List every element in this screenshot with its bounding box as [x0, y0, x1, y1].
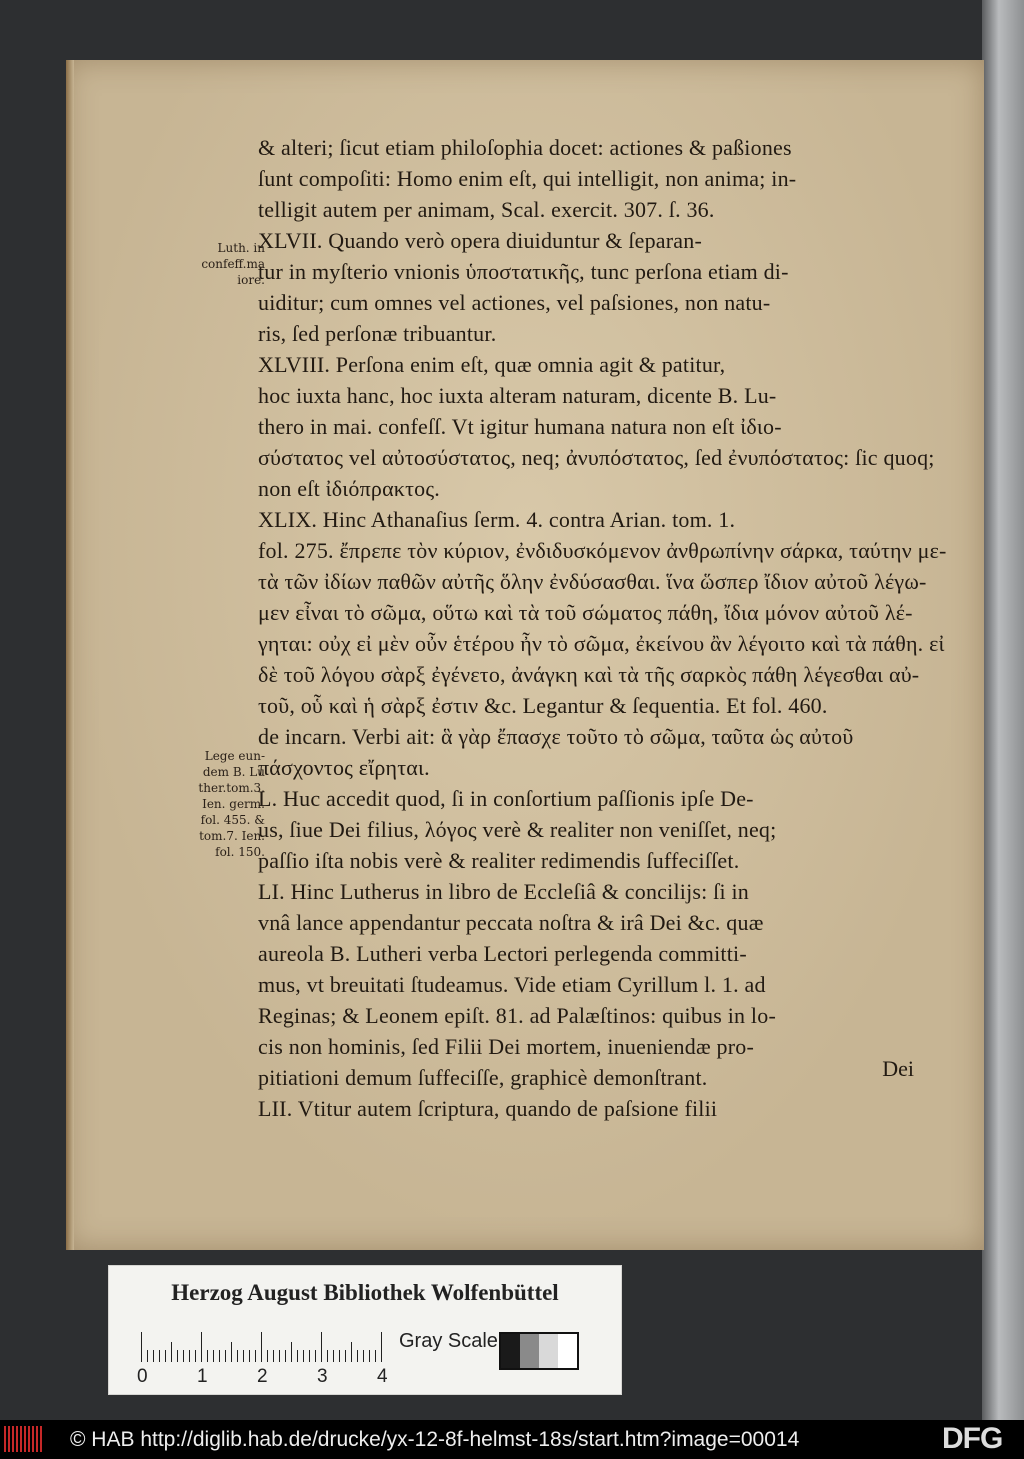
ruler-tick [321, 1332, 322, 1362]
ruler-tick [291, 1342, 292, 1362]
ruler-tick [177, 1350, 178, 1362]
text-line: cis non hominis, ſed Filii Dei mortem, inueniendæ pro- [258, 1034, 754, 1059]
ruler-number: 0 [137, 1366, 148, 1387]
gray-swatch [558, 1334, 577, 1368]
ruler-tick [339, 1350, 340, 1362]
gray-swatch [520, 1334, 539, 1368]
gray-scale-label: Gray Scale [399, 1330, 498, 1352]
library-name: Herzog August Bibliothek Wolfenbüttel [171, 1280, 559, 1305]
library-label-card [108, 1265, 622, 1395]
ruler-tick [381, 1332, 382, 1362]
ruler-tick [261, 1332, 262, 1362]
ruler-tick [195, 1350, 196, 1362]
text-line: aureola B. Lutheri verba Lectori perlegenda committi- [258, 941, 747, 966]
barcode-bar [40, 1426, 42, 1452]
ruler-tick [189, 1350, 190, 1362]
text-line: πάσχοντος εἴρηται. [258, 755, 430, 780]
ruler-tick [225, 1350, 226, 1362]
margin-note-line: ther.tom.3. [198, 781, 265, 795]
ruler-tick [297, 1350, 298, 1362]
margin-note-line: confeff.ma [201, 257, 265, 271]
barcode-bar [20, 1426, 22, 1452]
text-line: μεν εἶναι τὸ σῶμα, οὕτω καὶ τὰ τοῦ σώματος πάθη, ἴδια μόνον αὐτοῦ λέ- [258, 600, 913, 625]
ruler-tick [141, 1332, 142, 1362]
ruler-tick [213, 1350, 214, 1362]
text-line: de incarn. Verbi ait: ἃ γὰρ ἔπασχε τοῦτο τὸ σῶμα, ταῦτα ὡς αὐτοῦ [258, 724, 854, 749]
margin-note-1 [150, 240, 265, 288]
ruler-tick [363, 1350, 364, 1362]
footer-bar [0, 1420, 1024, 1459]
ruler-tick [201, 1332, 202, 1362]
ruler-tick [171, 1342, 172, 1362]
ruler-tick [165, 1350, 166, 1362]
ruler-tick [327, 1350, 328, 1362]
measurement-ruler [141, 1332, 401, 1362]
catchword: Dei [882, 1056, 914, 1081]
text-line: paſſio iſta nobis verè & realiter redimendis ſuffeciſſet. [258, 848, 740, 873]
barcode-bar [16, 1426, 18, 1452]
barcode-bar [36, 1426, 38, 1452]
text-line: us, ſiue Dei filius, λόγος verè & realiter non veniſſet, neq; [258, 817, 777, 842]
margin-note-line: fol. 150. [215, 845, 265, 859]
text-line: vnâ lance appendantur peccata noſtra & irâ Dei &c. quæ [258, 910, 764, 935]
barcode-bar [8, 1426, 10, 1452]
text-line: σύστατος vel αὐτοσύστατος, neq; ἀνυπόστατος, ſed ἐνυπόστατος: ſic quoq; [258, 445, 935, 470]
margin-note-line: Ien. germ. [202, 797, 265, 811]
ruler-tick [345, 1350, 346, 1362]
ruler-tick [267, 1350, 268, 1362]
source-url[interactable]: © HAB http://diglib.hab.de/drucke/yx-12-8f-helmst-18s/start.htm?image=00014 [70, 1428, 800, 1451]
text-line: mus, vt breuitati ſtudeamus. Vide etiam Cyrillum l. 1. ad [258, 972, 766, 997]
text-line: XLIX. Hinc Athanaſius ſerm. 4. contra Arian. tom. 1. [258, 507, 736, 532]
ruler-number: 3 [317, 1366, 328, 1387]
text-line: Reginas; & Leonem epiſt. 81. ad Palæſtinos: quibus in lo- [258, 1003, 776, 1028]
page-body-text [258, 132, 947, 1124]
text-line: pitiationi demum ſuffeciſſe, graphicè demonſtrant. [258, 1065, 708, 1090]
ruler-tick [243, 1350, 244, 1362]
ruler-tick [333, 1350, 334, 1362]
ruler-tick [273, 1350, 274, 1362]
text-line: thero in mai. confeſſ. Vt igitur humana natura non eſt ἰδιο- [258, 414, 782, 439]
ruler-tick [279, 1350, 280, 1362]
margin-note-line: Luth. in [217, 241, 265, 255]
margin-note-line: dem B. Lu [202, 765, 265, 779]
barcode-bar [28, 1426, 30, 1452]
text-line: & alteri; ſicut etiam philoſophia docet: actiones & paßiones [258, 135, 792, 160]
ruler-tick [207, 1350, 208, 1362]
ruler-tick [231, 1342, 232, 1362]
margin-note-line: tom.7. Ien. [199, 829, 265, 843]
gray-swatch [501, 1334, 520, 1368]
ruler-tick [249, 1350, 250, 1362]
margin-note-line: Lege eun- [204, 749, 265, 763]
ruler-tick [255, 1350, 256, 1362]
dfg-logo: DFG [942, 1422, 1003, 1455]
ruler-tick [303, 1350, 304, 1362]
ruler-tick [285, 1350, 286, 1362]
ruler-tick [315, 1350, 316, 1362]
text-line: δὲ τοῦ λόγου σὰρξ ἐγένετο, ἀνάγκη καὶ τὰ τῆς σαρκὸς πάθη λέγεσθαι αὐ- [258, 662, 920, 687]
text-line: ſunt compoſiti: Homo enim eſt, qui intelligit, non anima; in- [258, 166, 797, 191]
text-line: τὰ τῶν ἰδίων παθῶν αὐτῆς ὅλην ἐνδύσασθαι. ἵνα ὥσπερ ἴδιον αὐτοῦ λέγω- [258, 569, 927, 594]
barcode-bar [24, 1426, 26, 1452]
text-line: telligit autem per animam, Scal. exercit. 307. ſ. 36. [258, 197, 715, 222]
margin-note-line: fol. 455. & [200, 813, 265, 827]
barcode-icon [4, 1426, 46, 1452]
text-line: non eſt ἰδιόπρακτος. [258, 476, 440, 501]
text-line: XLVIII. Perſona enim eſt, quæ omnia agit & patitur, [258, 352, 726, 377]
ruler-tick [309, 1350, 310, 1362]
barcode-bar [4, 1426, 6, 1452]
ruler-number: 1 [197, 1366, 208, 1387]
gray-scale-strip [499, 1332, 579, 1370]
text-line: hoc iuxta hanc, hoc iuxta alteram naturam, dicente B. Lu- [258, 383, 777, 408]
margin-note-2 [150, 748, 265, 860]
text-line: L. Huc accedit quod, ſi in conſortium paſſionis ipſe De- [258, 786, 754, 811]
barcode-bar [12, 1426, 14, 1452]
page-edge [66, 60, 74, 1250]
barcode-bar [32, 1426, 34, 1452]
ruler-tick [357, 1350, 358, 1362]
ruler-tick [183, 1350, 184, 1362]
text-line: γηται: οὐχ εἰ μὲν οὖν ἑτέρου ἦν τὸ σῶμα, ἐκείνου ἂν λέγοιτο καὶ τὰ πάθη. εἰ [258, 631, 945, 656]
ruler-number: 4 [377, 1366, 388, 1387]
text-line: fol. 275. ἔπρεπε τὸν κύριον, ἐνδιδυσκόμενον ἀνθρωπίνην σάρκα, ταύτην με- [258, 538, 947, 563]
ruler-tick [153, 1350, 154, 1362]
background-strip [982, 0, 1024, 1420]
text-line: LII. Vtitur autem ſcriptura, quando de paſsione filii [258, 1096, 718, 1121]
gray-swatch [539, 1334, 558, 1368]
ruler-tick [219, 1350, 220, 1362]
ruler-tick [159, 1350, 160, 1362]
text-line: τοῦ, οὗ καὶ ἡ σὰρξ ἐστιν &c. Legantur & ſequentia. Et fol. 460. [258, 693, 828, 718]
ruler-tick [369, 1350, 370, 1362]
text-line: LI. Hinc Lutherus in libro de Eccleſiâ & concilijs: ſi in [258, 879, 749, 904]
text-line: XLVII. Quando verò opera diuiduntur & ſeparan- [258, 228, 702, 253]
ruler-tick [351, 1342, 352, 1362]
ruler-tick [237, 1350, 238, 1362]
text-line: ris, ſed perſonæ tribuantur. [258, 321, 497, 346]
text-line: tur in myſterio vnionis ὑποστατικῆς, tunc perſona etiam di- [258, 259, 789, 284]
ruler-tick [147, 1350, 148, 1362]
ruler-tick [375, 1350, 376, 1362]
ruler-number: 2 [257, 1366, 268, 1387]
margin-note-line: iore. [237, 273, 265, 287]
text-line: uiditur; cum omnes vel actiones, vel paſsiones, non natu- [258, 290, 771, 315]
